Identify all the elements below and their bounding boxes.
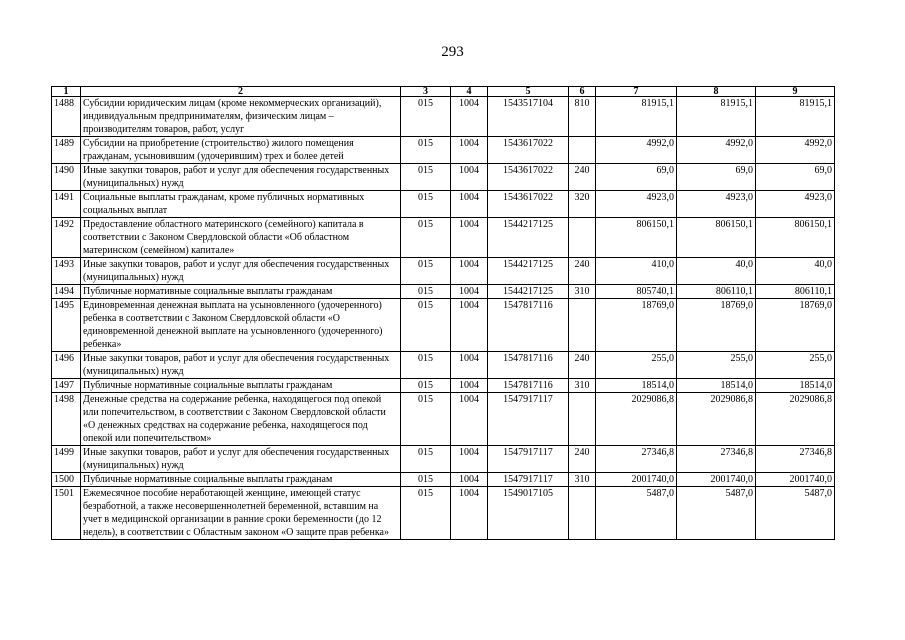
amount-col-9: 255,0 <box>756 352 835 379</box>
table-row <box>52 164 835 191</box>
page-number: 293 <box>441 44 464 60</box>
code-section: 1004 <box>451 299 488 352</box>
code-expense-type: 240 <box>569 258 596 285</box>
row-number: 1499 <box>52 446 81 473</box>
code-section: 1004 <box>451 352 488 379</box>
code-expense-type <box>569 137 596 164</box>
code-ministry: 015 <box>401 393 451 446</box>
code-expense-type: 240 <box>569 446 596 473</box>
code-target: 1543617022 <box>488 164 569 191</box>
row-description: Социальные выплаты гражданам, кроме публичных нормативных социальных выплат <box>81 191 401 218</box>
row-description: Субсидии на приобретение (строительство) жилого помещения гражданам, усыновившим (удочерившим) трех и более детей <box>81 137 401 164</box>
amount-col-8: 4923,0 <box>677 191 756 218</box>
code-section: 1004 <box>451 393 488 446</box>
code-ministry: 015 <box>401 446 451 473</box>
row-number: 1488 <box>52 97 81 137</box>
row-description: Иные закупки товаров, работ и услуг для обеспечения государственных (муниципальных) нужд <box>81 352 401 379</box>
amount-col-7: 18769,0 <box>596 299 677 352</box>
code-expense-type: 810 <box>569 97 596 137</box>
code-target: 1547817116 <box>488 379 569 393</box>
row-description: Публичные нормативные социальные выплаты гражданам <box>81 285 401 299</box>
row-description: Иные закупки товаров, работ и услуг для обеспечения государственных (муниципальных) нужд <box>81 258 401 285</box>
amount-col-9: 2001740,0 <box>756 473 835 487</box>
code-section: 1004 <box>451 487 488 540</box>
amount-col-7: 5487,0 <box>596 487 677 540</box>
table-row <box>52 97 835 137</box>
table-row <box>52 299 835 352</box>
code-ministry: 015 <box>401 137 451 164</box>
table-row <box>52 218 835 258</box>
amount-col-7: 410,0 <box>596 258 677 285</box>
table-row <box>52 487 835 540</box>
amount-col-8: 255,0 <box>677 352 756 379</box>
amount-col-7: 18514,0 <box>596 379 677 393</box>
row-number: 1495 <box>52 299 81 352</box>
code-section: 1004 <box>451 137 488 164</box>
code-target: 1547917117 <box>488 446 569 473</box>
amount-col-7: 27346,8 <box>596 446 677 473</box>
code-expense-type: 310 <box>569 379 596 393</box>
code-ministry: 015 <box>401 218 451 258</box>
row-number: 1493 <box>52 258 81 285</box>
code-section: 1004 <box>451 379 488 393</box>
amount-col-9: 4923,0 <box>756 191 835 218</box>
row-number: 1501 <box>52 487 81 540</box>
row-description: Субсидии юридическим лицам (кроме некоммерческих организаций), индивидуальным предпринимателям, физическим лицам – производителям товаров, работ, услуг <box>81 97 401 137</box>
row-number: 1491 <box>52 191 81 218</box>
table-row <box>52 393 835 446</box>
code-expense-type <box>569 218 596 258</box>
code-target: 1547917117 <box>488 473 569 487</box>
code-target: 1543617022 <box>488 137 569 164</box>
amount-col-8: 81915,1 <box>677 97 756 137</box>
amount-col-9: 18769,0 <box>756 299 835 352</box>
code-expense-type <box>569 393 596 446</box>
row-number: 1496 <box>52 352 81 379</box>
amount-col-7: 2029086,8 <box>596 393 677 446</box>
code-ministry: 015 <box>401 473 451 487</box>
amount-col-9: 4992,0 <box>756 137 835 164</box>
table-row <box>52 285 835 299</box>
code-section: 1004 <box>451 191 488 218</box>
code-section: 1004 <box>451 258 488 285</box>
code-target: 1543617022 <box>488 191 569 218</box>
amount-col-8: 806110,1 <box>677 285 756 299</box>
code-section: 1004 <box>451 97 488 137</box>
code-target: 1547917117 <box>488 393 569 446</box>
column-header: 7 <box>596 87 677 97</box>
amount-col-8: 2029086,8 <box>677 393 756 446</box>
table-row <box>52 379 835 393</box>
table-row <box>52 258 835 285</box>
amount-col-9: 27346,8 <box>756 446 835 473</box>
code-target: 1543517104 <box>488 97 569 137</box>
code-expense-type: 310 <box>569 285 596 299</box>
amount-col-7: 805740,1 <box>596 285 677 299</box>
amount-col-8: 5487,0 <box>677 487 756 540</box>
code-ministry: 015 <box>401 97 451 137</box>
amount-col-9: 2029086,8 <box>756 393 835 446</box>
code-ministry: 015 <box>401 285 451 299</box>
row-number: 1500 <box>52 473 81 487</box>
code-section: 1004 <box>451 473 488 487</box>
row-description: Иные закупки товаров, работ и услуг для обеспечения государственных (муниципальных) нужд <box>81 446 401 473</box>
table-row <box>52 446 835 473</box>
column-header: 3 <box>401 87 451 97</box>
code-ministry: 015 <box>401 258 451 285</box>
column-header: 8 <box>677 87 756 97</box>
table-row <box>52 191 835 218</box>
amount-col-8: 2001740,0 <box>677 473 756 487</box>
amount-col-7: 806150,1 <box>596 218 677 258</box>
amount-col-9: 40,0 <box>756 258 835 285</box>
code-ministry: 015 <box>401 299 451 352</box>
amount-col-7: 2001740,0 <box>596 473 677 487</box>
code-target: 1544217125 <box>488 258 569 285</box>
amount-col-8: 4992,0 <box>677 137 756 164</box>
amount-col-7: 4923,0 <box>596 191 677 218</box>
row-description: Публичные нормативные социальные выплаты гражданам <box>81 473 401 487</box>
amount-col-9: 806110,1 <box>756 285 835 299</box>
amount-col-7: 255,0 <box>596 352 677 379</box>
table-row <box>52 352 835 379</box>
row-number: 1490 <box>52 164 81 191</box>
code-section: 1004 <box>451 218 488 258</box>
amount-col-7: 69,0 <box>596 164 677 191</box>
amount-col-8: 40,0 <box>677 258 756 285</box>
amount-col-9: 806150,1 <box>756 218 835 258</box>
amount-col-7: 4992,0 <box>596 137 677 164</box>
row-number: 1497 <box>52 379 81 393</box>
table-header-row <box>52 87 835 97</box>
row-description: Предоставление областного материнского (семейного) капитала в соответствии с Законом Свердловской области «Об областном материнском (семейном) капитале» <box>81 218 401 258</box>
code-target: 1544217125 <box>488 285 569 299</box>
row-number: 1492 <box>52 218 81 258</box>
column-header: 5 <box>488 87 569 97</box>
code-ministry: 015 <box>401 352 451 379</box>
amount-col-8: 69,0 <box>677 164 756 191</box>
code-target: 1547817116 <box>488 352 569 379</box>
amount-col-9: 69,0 <box>756 164 835 191</box>
amount-col-9: 81915,1 <box>756 97 835 137</box>
column-header: 4 <box>451 87 488 97</box>
amount-col-8: 27346,8 <box>677 446 756 473</box>
amount-col-8: 18769,0 <box>677 299 756 352</box>
code-ministry: 015 <box>401 487 451 540</box>
code-expense-type: 320 <box>569 191 596 218</box>
amount-col-9: 18514,0 <box>756 379 835 393</box>
code-expense-type: 240 <box>569 164 596 191</box>
row-description: Публичные нормативные социальные выплаты гражданам <box>81 379 401 393</box>
row-number: 1498 <box>52 393 81 446</box>
column-header: 1 <box>52 87 81 97</box>
row-description: Иные закупки товаров, работ и услуг для обеспечения государственных (муниципальных) нужд <box>81 164 401 191</box>
code-section: 1004 <box>451 164 488 191</box>
table-row <box>52 473 835 487</box>
column-header: 9 <box>756 87 835 97</box>
code-expense-type <box>569 487 596 540</box>
table-body <box>52 97 835 540</box>
code-target: 1544217125 <box>488 218 569 258</box>
amount-col-8: 806150,1 <box>677 218 756 258</box>
code-target: 1547817116 <box>488 299 569 352</box>
column-header: 6 <box>569 87 596 97</box>
row-number: 1489 <box>52 137 81 164</box>
amount-col-8: 18514,0 <box>677 379 756 393</box>
code-expense-type <box>569 299 596 352</box>
column-header: 2 <box>81 87 401 97</box>
row-description: Ежемесячное пособие неработающей женщине, имеющей статус безработной, а также несовершеннолетней беременной, вставшим на учет в медицинской организации в ранние сроки беременности (до 12 недель), в соответствии с Областным законом «О защите прав ребенка» <box>81 487 401 540</box>
amount-col-9: 5487,0 <box>756 487 835 540</box>
code-expense-type: 310 <box>569 473 596 487</box>
code-target: 1549017105 <box>488 487 569 540</box>
row-description: Единовременная денежная выплата на усыновленного (удочеренного) ребенка в соответствии с Законом Свердловской области «О единовременной денежной выплате на усыновленного (удочеренного) ребенка» <box>81 299 401 352</box>
table-row <box>52 137 835 164</box>
code-expense-type: 240 <box>569 352 596 379</box>
row-number: 1494 <box>52 285 81 299</box>
code-section: 1004 <box>451 446 488 473</box>
code-section: 1004 <box>451 285 488 299</box>
code-ministry: 015 <box>401 379 451 393</box>
code-ministry: 015 <box>401 191 451 218</box>
budget-table <box>51 86 835 540</box>
code-ministry: 015 <box>401 164 451 191</box>
amount-col-7: 81915,1 <box>596 97 677 137</box>
row-description: Денежные средства на содержание ребенка, находящегося под опекой или попечительством, в соответствии с Законом Свердловской области «О денежных средствах на содержание ребенка, находящегося под опекой или попечительством» <box>81 393 401 446</box>
